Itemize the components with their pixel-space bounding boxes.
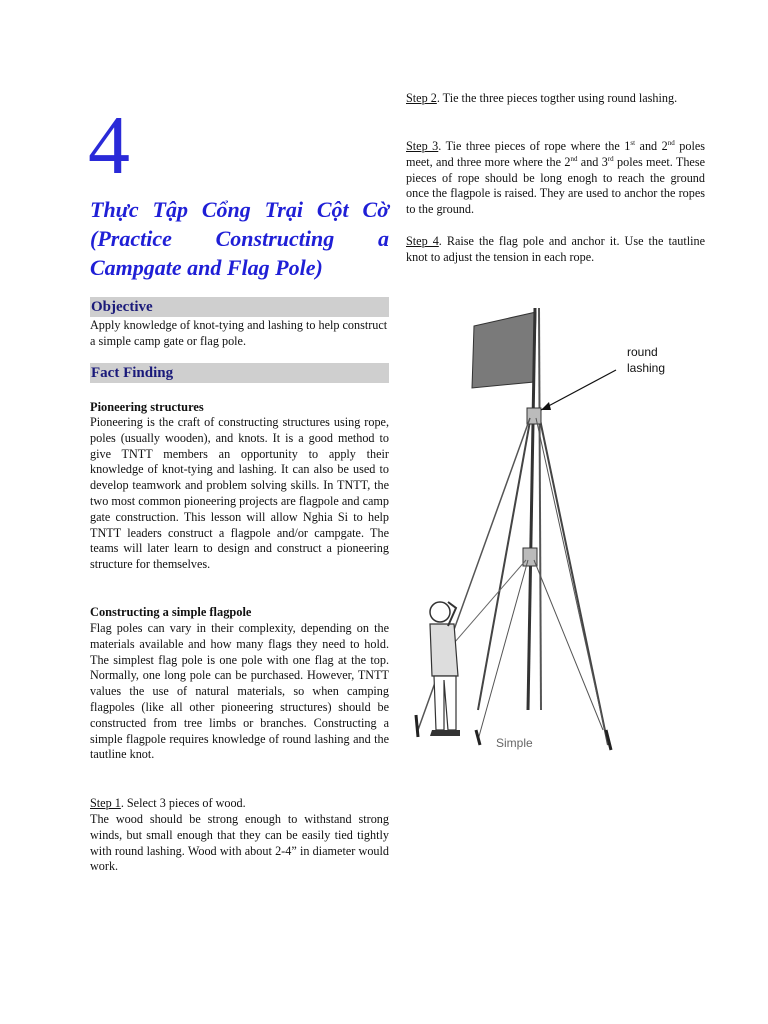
callout-line-2: lashing — [627, 361, 666, 375]
callout-line-1: round — [627, 345, 658, 359]
pioneering-text: Pioneering is the craft of constructing structures using rope, poles (usually wooden), and knots. It is a good method to give TNTT members an opportunity to apply their knowledge of knot-tying and lashing. It can also be used to develop teamwork and problem solving skills. In TNTT, the two most common pioneering projects are flagpole and camp gate construction. This lesson will allow Nghia Si to help TNTT leaders construct a flagpole and/or campgate. The teams will later learn to design and construct a pioneering structure for themselves. — [90, 415, 389, 572]
pole-4 — [538, 410, 608, 745]
callout-arrow-head — [541, 402, 551, 410]
objective-heading: Objective — [91, 299, 153, 315]
step2-paragraph — [406, 91, 705, 107]
flag-shape — [472, 312, 536, 388]
stake-3 — [476, 730, 480, 745]
person-head — [430, 602, 450, 622]
step3-sup-2: nd — [667, 138, 675, 147]
step3-label: Step 3 — [406, 139, 439, 153]
round-lashing-callout — [627, 344, 665, 376]
step3-sup-1: st — [630, 138, 636, 147]
objective-heading-bar — [90, 297, 389, 317]
flagpole-text: Flag poles can vary in their complexity, depending on the materials available and how many flags they need to hold. The simplest flag pole is one pole with one flag at the top. Normally, one long pole can be purchased. However, TNTT values the use of natural materials, so when camping flagpoles (like all other pioneering structures) should be constructed from tree limbs or branches. Constructing a simple flagpole requires knowledge of round lashing and the tautline knot. — [90, 621, 389, 762]
pioneering-heading: Pioneering structures — [90, 400, 204, 414]
step4-label: Step 4 — [406, 234, 439, 248]
callout-arrow-line — [541, 370, 616, 410]
step4-paragraph — [406, 234, 705, 266]
step1-text: The wood should be strong enough to withstand strong winds, but small enough that they can be easily tied tightly with round lashing. Wood with about 2-4” in diameter would work. — [90, 812, 389, 874]
fact-finding-heading-bar — [90, 363, 389, 383]
step3-text-d: and 3 — [577, 154, 608, 169]
chapter-number: 4 — [88, 99, 130, 192]
step1-title-text: . Select 3 pieces of wood. — [120, 796, 246, 810]
step3-text-b: and 2 — [635, 139, 668, 153]
chapter-title: Thực Tập Cổng Trại Cột Cờ (Practice Constructing a Campgate and Flag Pole) — [90, 197, 389, 280]
objective-text: Apply knowledge of knot-tying and lashing to help construct a simple camp gate or flag pole. — [90, 318, 388, 348]
step3-text-c: poles meet, and three more where the 2 — [406, 139, 706, 169]
person-shoe-2 — [444, 730, 460, 736]
step3-paragraph — [406, 139, 705, 218]
guy-rope-2 — [536, 418, 608, 745]
person-torso — [430, 624, 458, 676]
step3-text-e: poles meet. These pieces of rope should be long enogh to reach the ground once the flagpole is raised. They are used to anchor the ropes to the ground. — [406, 154, 705, 217]
guy-rope-4 — [534, 560, 603, 730]
fact-finding-heading: Fact Finding — [91, 365, 174, 381]
step2-label: Step 2 — [406, 91, 437, 105]
step1-label: Step 1 — [90, 796, 121, 810]
stake-1 — [416, 715, 418, 737]
figure-caption: Simple — [496, 736, 533, 750]
step3-sup-4: rd — [607, 154, 614, 163]
guy-rope-5 — [448, 560, 526, 650]
step2-text: . Tie the three pieces togther using round lashing. — [436, 91, 678, 105]
person-shoe-1 — [430, 730, 446, 736]
step3-text-a: . Tie three pieces of rope where the 1 — [438, 139, 631, 153]
flagpole-heading: Constructing a simple flagpole — [90, 605, 252, 619]
person-legs — [434, 676, 456, 730]
step3-sup-3: nd — [570, 154, 578, 163]
step4-text: . Raise the flag pole and anchor it. Use the tautline knot to adjust the tension in each rope. — [406, 234, 705, 264]
step1-title — [90, 796, 389, 812]
pole-2 — [539, 308, 541, 710]
